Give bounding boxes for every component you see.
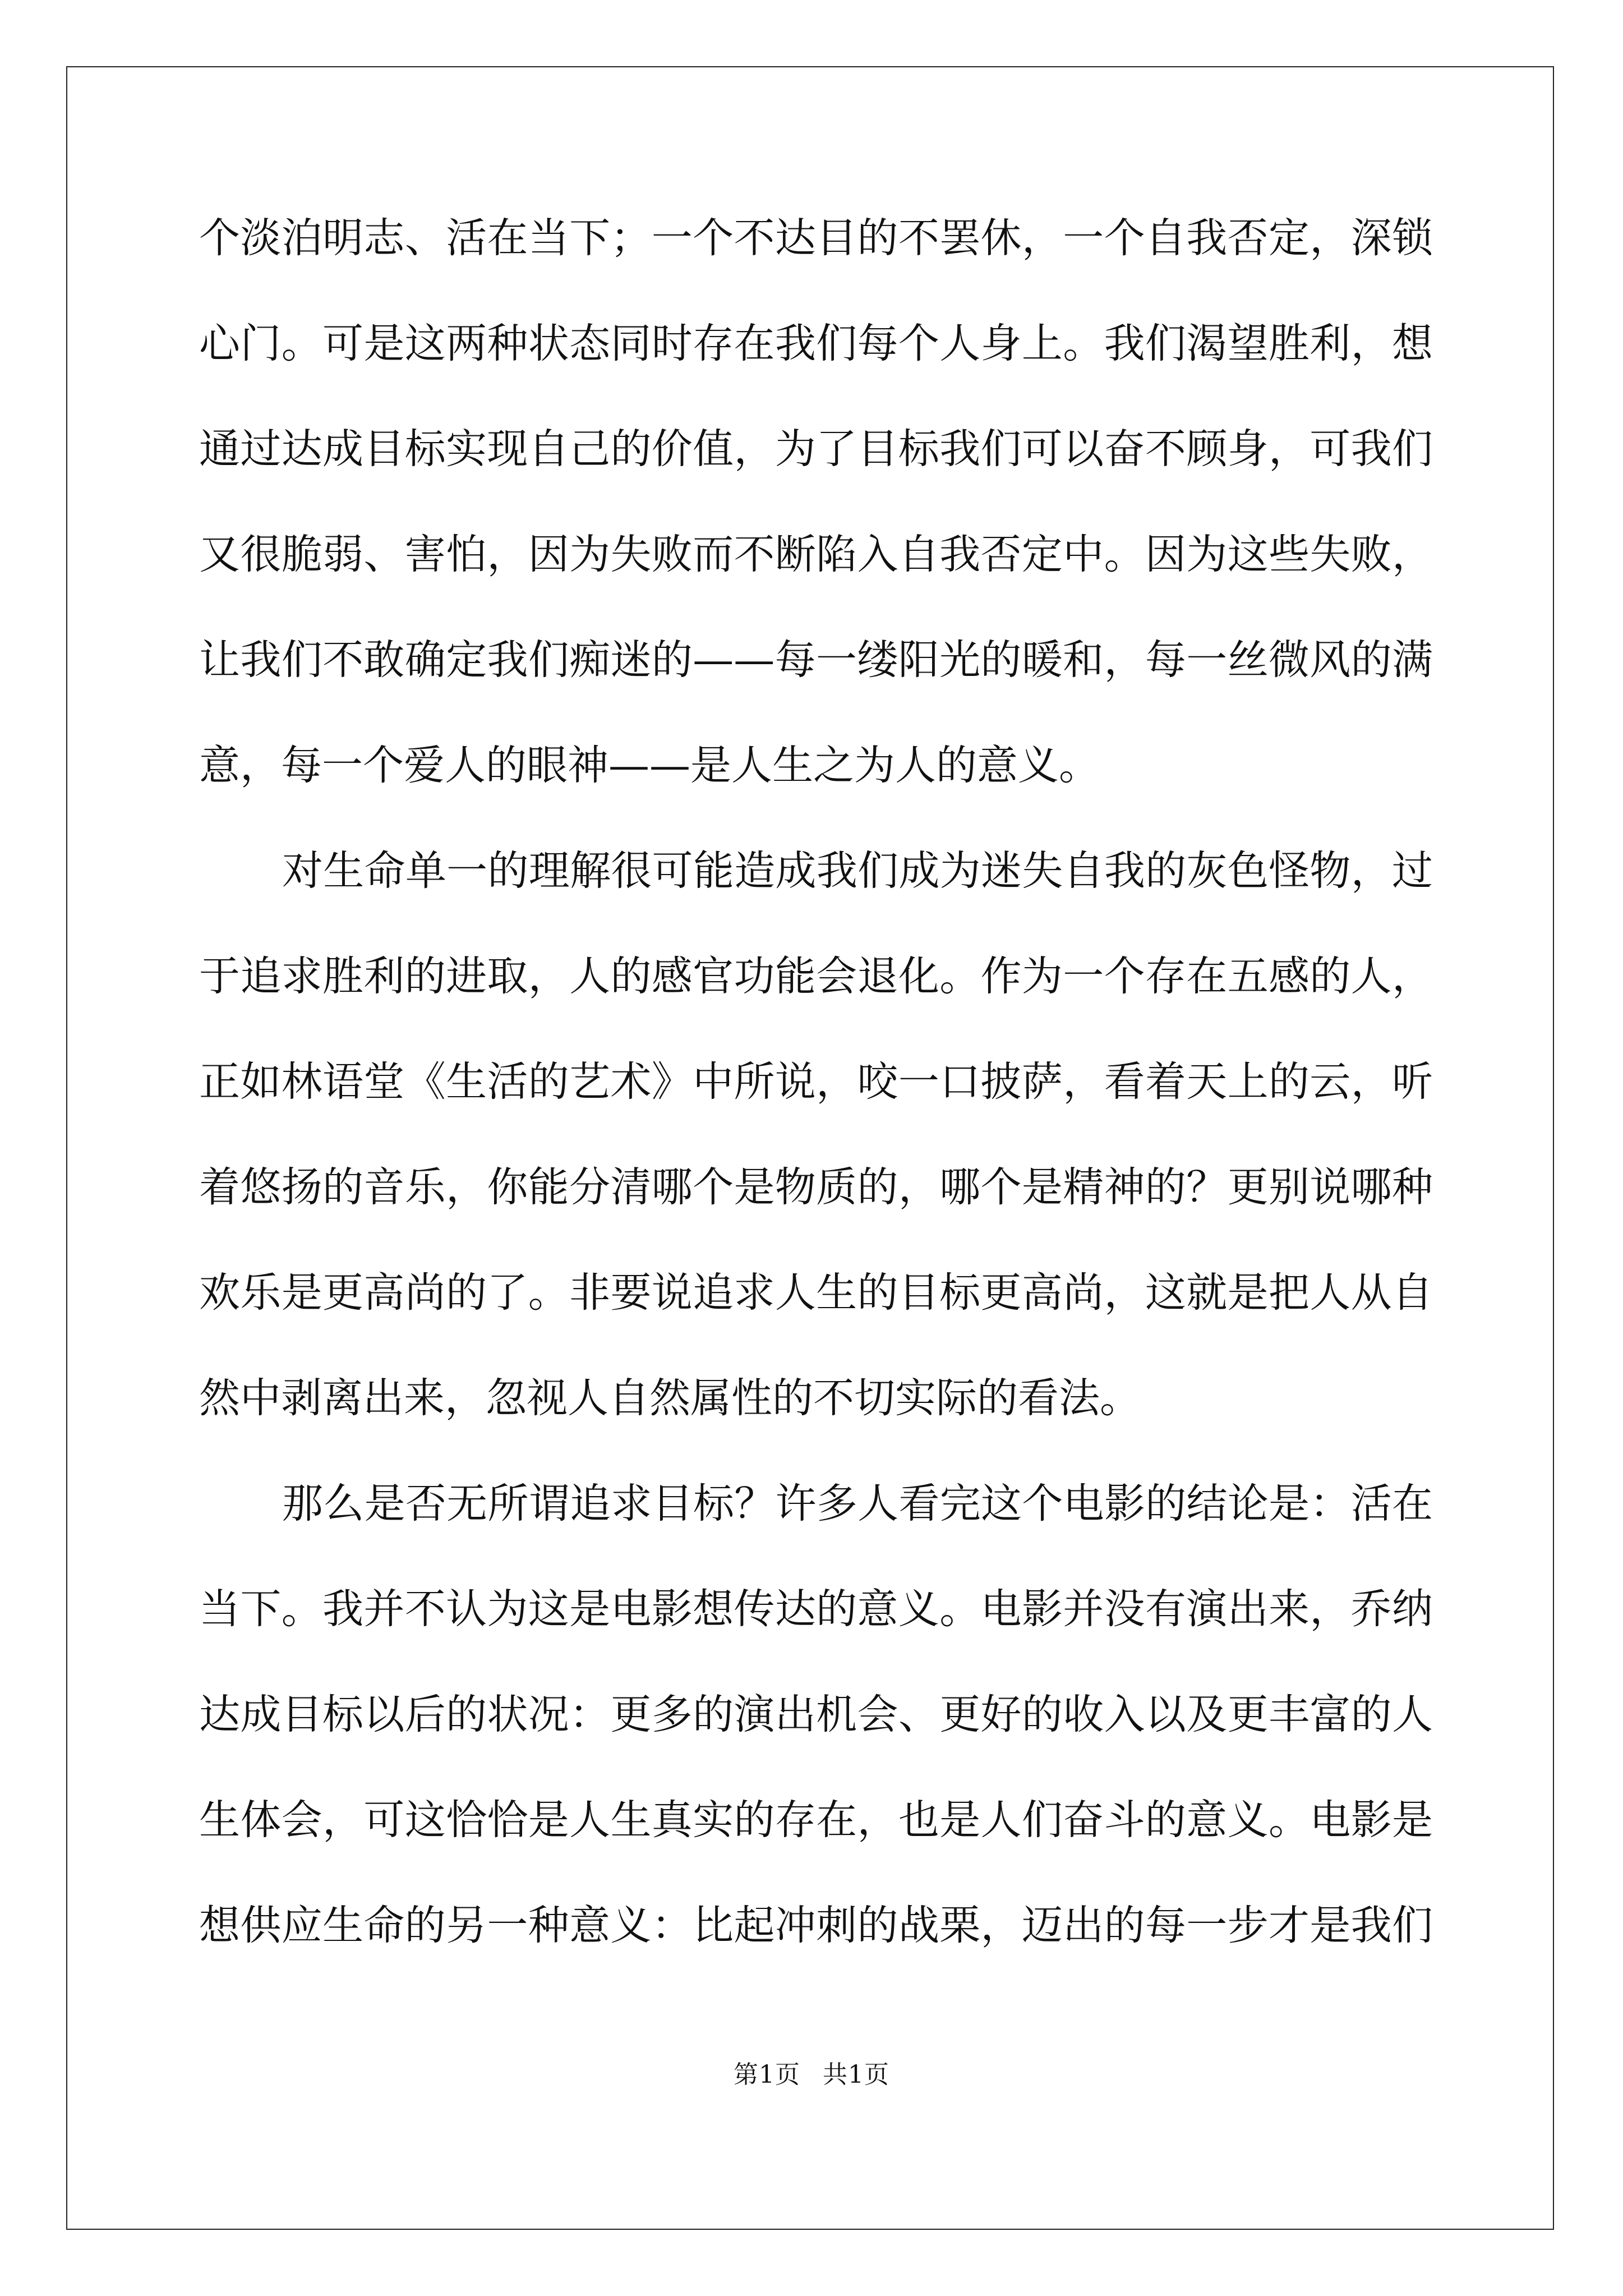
page-footer: [0, 2054, 1623, 2090]
text-line: 生体会，可这恰恰是人生真实的存在，也是人们奋斗的意义。电影是: [199, 1796, 1433, 1844]
text-line: 个淡泊明志、活在当下；一个不达目的不罢休，一个自我否定，深锁: [199, 214, 1433, 262]
text-line: 又很脆弱、害怕，因为失败而不断陷入自我否定中。因为这些失败，: [199, 531, 1433, 578]
text-line: 着悠扬的音乐，你能分清哪个是物质的，哪个是精神的？更别说哪种: [199, 1163, 1433, 1211]
paragraph-first-line: 对生命单一的理解很可能造成我们成为迷失自我的灰色怪物，过: [282, 847, 1433, 895]
document-body: [199, 213, 1433, 2006]
text-line: 当下。我并不认为这是电影想传达的意义。电影并没有演出来，乔纳: [199, 1585, 1433, 1633]
page-total: 共1页: [823, 2060, 889, 2089]
text-line: 然中剥离出来，忽视人自然属性的不切实际的看法。: [199, 1374, 1141, 1422]
text-line: 心门。可是这两种状态同时存在我们每个人身上。我们渴望胜利，想: [199, 320, 1433, 367]
text-line: 欢乐是更高尚的了。非要说追求人生的目标更高尚，这就是把人从自: [199, 1269, 1433, 1317]
text-line: 想供应生命的另一种意义：比起冲刺的战栗，迈出的每一步才是我们: [199, 1902, 1433, 1949]
page-number: 第1页: [734, 2060, 800, 2089]
text-line: 于追求胜利的进取，人的感官功能会退化。作为一个存在五感的人，: [199, 953, 1433, 1000]
text-line: 通过达成目标实现自己的价值，为了目标我们可以奋不顾身，可我们: [199, 425, 1433, 473]
text-line: 正如林语堂《生活的艺术》中所说，咬一口披萨，看着天上的云，听: [199, 1058, 1433, 1106]
text-line: 意，每一个爱人的眼神——是人生之为人的意义。: [199, 742, 1100, 789]
paragraph-first-line: 那么是否无所谓追求目标？许多人看完这个电影的结论是：活在: [282, 1480, 1433, 1527]
text-line: 达成目标以后的状况：更多的演出机会、更好的收入以及更丰富的人: [199, 1691, 1433, 1738]
text-line: 让我们不敢确定我们痴迷的——每一缕阳光的暖和，每一丝微风的满: [199, 636, 1433, 684]
